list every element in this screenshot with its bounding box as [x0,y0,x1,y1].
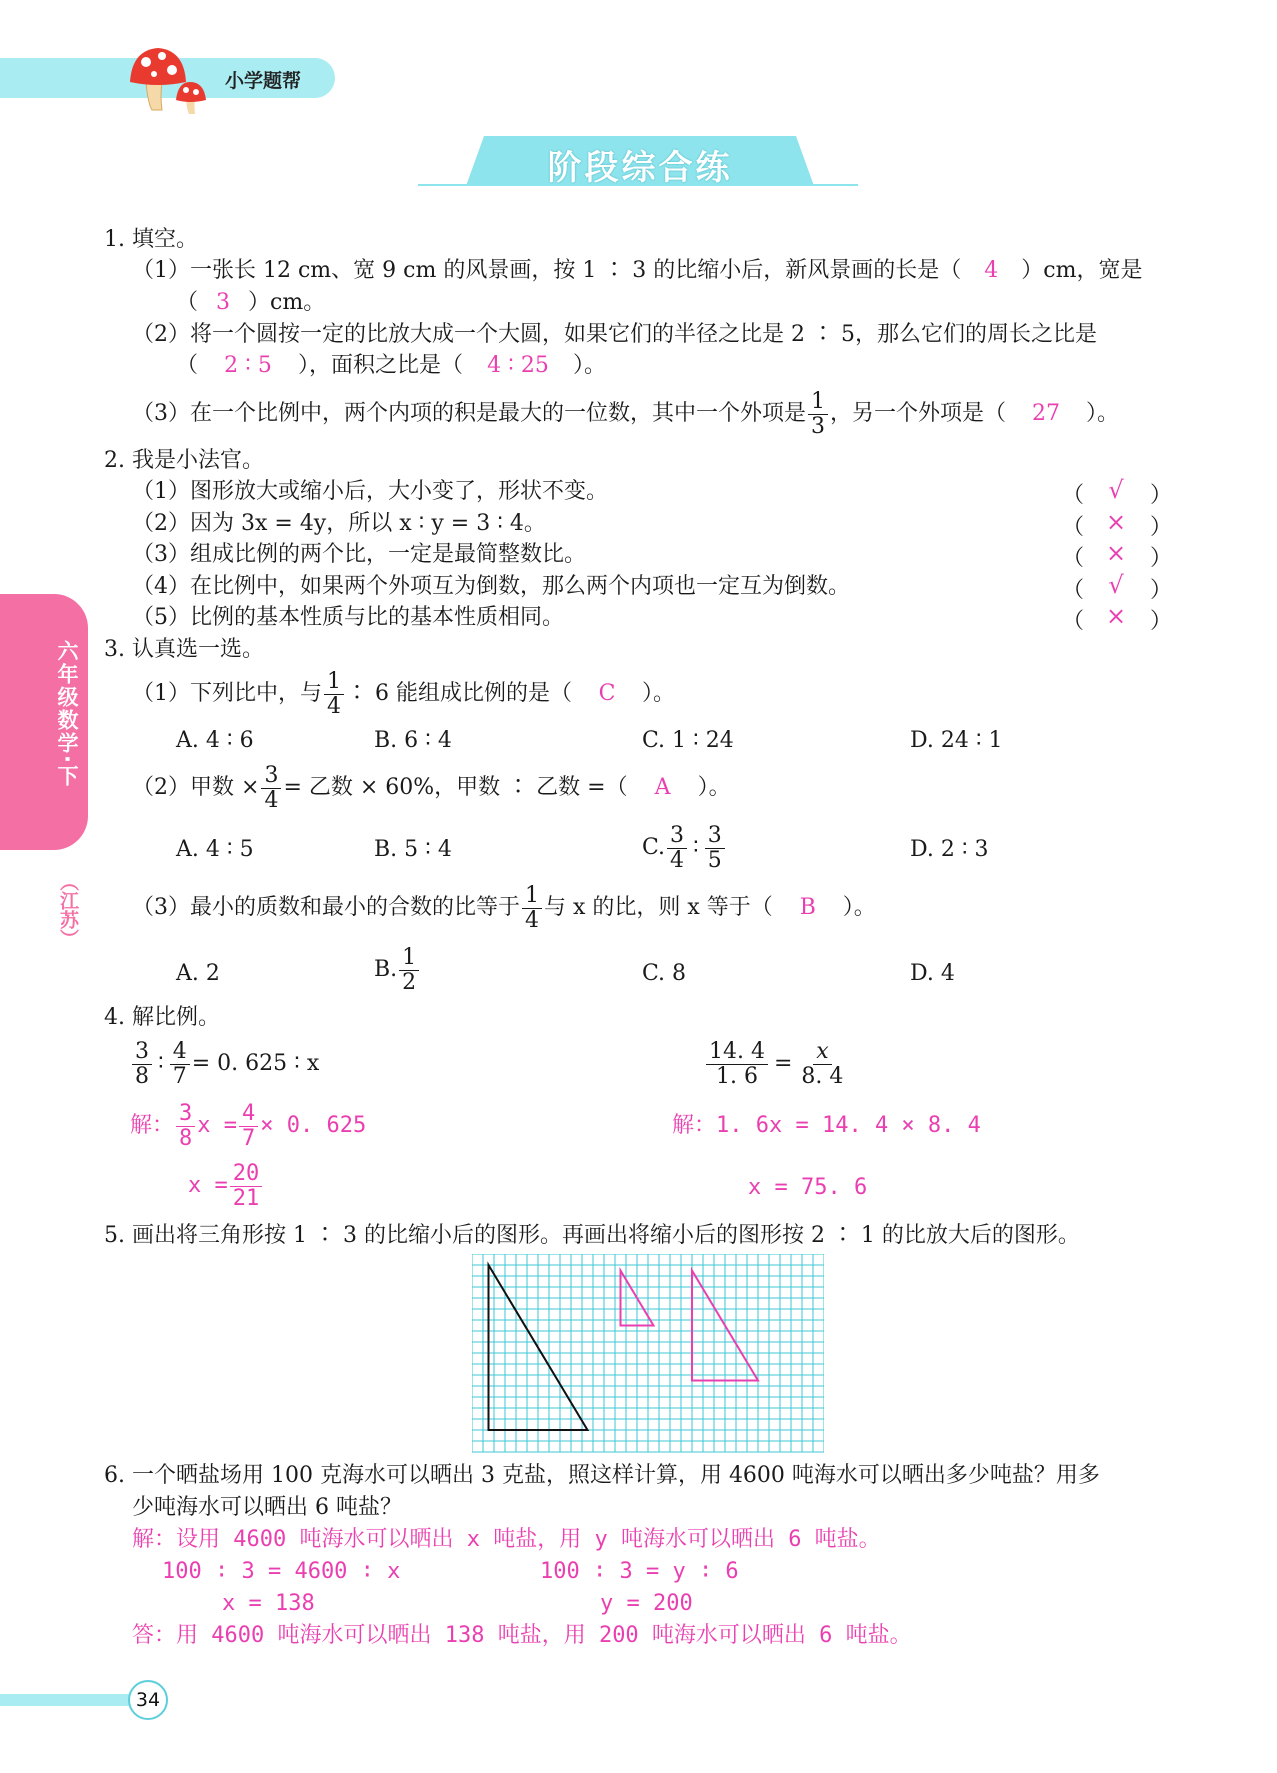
answer-open-paren: （ [1062,609,1085,634]
q1-p2-answer-perimeter: 2 ∶ 5 [224,353,272,378]
q3-p1-answer: C [598,681,616,706]
q1-p2-end: ）。 [573,353,607,378]
answer-open-paren: （ [1062,483,1085,508]
brand-label: 小学题帮 [225,70,302,92]
q5-grid-figure [472,1254,824,1458]
check-mark-icon: √ [1108,476,1124,504]
q3-part2 [132,762,731,814]
frac-den: 1. 6 [716,1063,758,1089]
answer-close-paren: ） [1150,577,1173,603]
q3-part3 [132,882,876,934]
frac-den: 8. 4 [801,1063,844,1089]
q1-heading: 1. 填空。 [104,227,198,252]
equals-sign: = [773,1051,793,1076]
q3-p1-option-d: D. 24 ∶ 1 [910,728,1003,753]
fraction-one-third [808,390,828,439]
frac-num: 3 [261,764,281,789]
frac-den: 3 [811,413,825,439]
frac-num: 3 [132,1040,152,1065]
frac-den: 4 [264,787,279,813]
mushroom-icon [128,44,218,114]
q1-p1-answer-width: 3 [216,290,231,315]
fraction-four-sevenths [239,1102,258,1151]
answer-open-paren: （ [1062,514,1085,540]
frac-den: 4 [327,693,341,719]
q1-part1-line2 [176,289,325,317]
cross-mark-icon: × [1105,602,1127,630]
q3-p1-text-c: ）。 [641,681,675,706]
frac-den: 7 [242,1125,256,1151]
q1-p2-open: （ [176,353,199,378]
frac-num: 4 [170,1040,190,1065]
footer-band [0,1694,140,1706]
q6-equation-2: 100 ∶ 3 = y ∶ 6 [540,1559,739,1584]
q3-p1-option-a: A. 4 ∶ 6 [176,728,254,753]
q1-p1-answer-length: 4 [984,258,999,283]
equation-rest: = 0. 625 ∶ x [191,1051,320,1076]
q3-p3-text-c: ）。 [842,895,876,920]
q4-left-result [188,1160,264,1212]
q3-p1-text-a: （1）下列比中，与 [132,681,322,706]
q3-p3-text-a: （3）最小的质数和最小的合数的比等于 [132,895,520,920]
q3-p2-text-c: ）。 [697,775,731,800]
frac-den: 8 [179,1125,193,1151]
q6-heading-line1: 6. 一个晒盐场用 100 克海水可以晒出 3 克盐，照这样计算，用 4600 吨海水可以晒出多少吨盐？用多 [104,1463,1100,1488]
fraction-three-quarters [261,764,281,813]
q2-item-1: （1）图形放大或缩小后，大小变了，形状不变。 [132,479,608,504]
answer-close-paren: ） [1150,483,1173,508]
q4-right-equation [704,1038,848,1090]
q6-heading-line2: 少吨海水可以晒出 6 吨盐？ [132,1495,402,1520]
q1-p3-answer: 27 [1032,401,1061,426]
q3-p1-text-b: ∶ 6 能组成比例的是（ [346,681,572,706]
side-tab-grade: 六年级数学·下 [55,640,79,788]
fraction-one-quarter [324,670,344,719]
fraction-14-4-over-1-6 [706,1040,768,1089]
q1-p1-text-a: （1）一张长 12 cm、宽 9 cm 的风景画，按 1 ∶ 3 的比缩小后，新风景画的长是（ [132,258,962,283]
fraction-four-sevenths [170,1040,190,1089]
q2-item-5: （5）比例的基本性质与比的基本性质相同。 [132,605,564,630]
fraction-three-fifths [705,824,725,873]
fraction-three-eighths [132,1040,152,1089]
fraction-three-quarters [667,824,687,873]
frac-den: 8 [135,1063,149,1089]
q3-p3-option-b [374,944,421,996]
q5-heading: 5. 画出将三角形按 1 ∶ 3 的比缩小后的图形。再画出将缩小后的图形按 2 ∶ 1 的比放大后的图形。 [104,1223,1080,1248]
solution-rest: × 0. 625 [260,1113,367,1138]
q3-p2-option-a: A. 4 ∶ 5 [176,837,254,862]
frac-den: 4 [670,847,685,873]
q3-p2-option-b: B. 5 ∶ 4 [374,837,452,862]
q3-part1 [132,668,675,720]
frac-num: 1 [324,670,344,695]
q2-item-4: （4）在比例中，如果两个外项互为倒数，那么两个内项也一定互为倒数。 [132,573,850,599]
frac-num: 4 [239,1102,258,1127]
frac-num: 20 [230,1162,263,1187]
answer-open-paren: （ [1062,546,1085,571]
q3-p2-option-d: D. 2 ∶ 3 [910,837,989,862]
q3-p2-text-a: （2）甲数 × [132,775,260,800]
q1-p2-answer-area: 4 ∶ 25 [487,353,549,378]
q1-part2-line2 [176,352,606,380]
answer-close-paren: ） [1150,546,1173,571]
q2-heading: 2. 我是小法官。 [104,448,264,473]
cross-mark-icon: × [1105,539,1127,567]
page-number: 34 [128,1680,168,1720]
answer-close-paren: ） [1150,514,1173,540]
q1-p1-text-b: ）cm，宽是 [1021,258,1143,283]
q1-part2-line1: （2）将一个圆按一定的比放大成一个大圆，如果它们的半径之比是 2 ∶ 5，那么它们的周长之比是 [132,322,1097,347]
frac-num: 1 [522,884,542,909]
fraction-one-quarter [522,884,542,933]
frac-den: 4 [525,907,539,933]
cross-mark-icon: × [1105,507,1127,536]
answer-close-paren: ） [1150,609,1173,634]
q1-p2-mid: ），面积之比是（ [298,353,464,378]
option-letter: B. [374,957,398,982]
ratio-colon: ∶ [158,1051,164,1076]
q1-p1-open: （ [176,290,199,315]
frac-num: 14. 4 [706,1040,768,1065]
q1-p3-text-c: ）。 [1086,401,1120,426]
frac-num: 1 [399,946,419,971]
q6-result-1: x = 138 [222,1591,315,1616]
q1-p3-text-a: （3）在一个比例中，两个内项的积是最大的一位数，其中一个外项是 [132,401,806,426]
q3-p3-option-d: D. 4 [910,961,955,986]
q4-left-solution [130,1100,366,1152]
frac-den: 2 [402,969,417,995]
check-mark-icon: √ [1108,570,1124,599]
frac-num: 3 [705,824,725,849]
option-letter: C. [642,835,666,860]
fraction-x-over-8-4 [798,1040,846,1089]
fraction-one-half [399,946,419,995]
result-prefix: x = [188,1173,228,1198]
frac-num: 3 [176,1102,195,1127]
q1-part1-line1 [132,257,1142,285]
q3-p1-option-c: C. 1 ∶ 24 [642,728,734,753]
q3-p3-answer: B [799,895,816,920]
q6-result-2: y = 200 [600,1591,693,1616]
q3-p2-text-b: = 乙数 × 60%，甲数 ∶ 乙数 =（ [283,775,628,800]
page-title: 阶段综合练 [547,148,733,188]
fraction-three-eighths [176,1102,195,1151]
q3-p3-option-c: C. 8 [642,961,687,986]
fraction-twenty-twentyfirsts [230,1162,263,1211]
q4-left-equation [130,1038,319,1090]
q6-solution-setup: 解：设用 4600 吨海水可以晒出 x 吨盐，用 y 吨海水可以晒出 6 吨盐。 [132,1527,881,1552]
q3-p2-answer: A [654,775,671,800]
q1-p3-text-b: ，另一个外项是（ [830,401,1007,426]
q4-right-solution: 解：1. 6x = 14. 4 × 8. 4 [672,1113,981,1138]
q3-p2-option-c [642,822,727,874]
q4-right-result: x = 75. 6 [748,1175,868,1200]
q6-answer: 答：用 4600 吨海水可以晒出 138 吨盐，用 200 吨海水可以晒出 6 吨盐。 [132,1623,912,1648]
q3-p1-option-b: B. 6 ∶ 4 [374,728,452,753]
solution-prefix: 解： [130,1113,175,1138]
frac-num: 1 [808,390,828,415]
q2-item-3: （3）组成比例的两个比，一定是最简整数比。 [132,542,586,567]
q1-part3 [132,388,1119,440]
frac-den: 21 [232,1185,260,1211]
side-tab-region: （江苏） [57,872,79,948]
q2-item-2: （2）因为 3x = 4y，所以 x ∶ y = 3 ∶ 4。 [132,510,546,536]
frac-num: 3 [667,824,687,849]
ratio-colon: ∶ [693,835,699,860]
frac-den: 5 [707,847,722,873]
q1-p1-text-c: ）cm。 [248,290,326,315]
q6-equation-1: 100 ∶ 3 = 4600 ∶ x [162,1559,401,1584]
q3-heading: 3. 认真选一选。 [104,637,264,662]
solution-mid: x = [197,1113,238,1138]
frac-den: 7 [172,1063,187,1089]
q3-p3-option-a: A. 2 [176,961,220,986]
q4-heading: 4. 解比例。 [104,1005,220,1030]
q3-p3-text-b: 与 x 的比，则 x 等于（ [544,895,773,920]
frac-num: x [813,1040,831,1065]
answer-open-paren: （ [1062,577,1085,603]
